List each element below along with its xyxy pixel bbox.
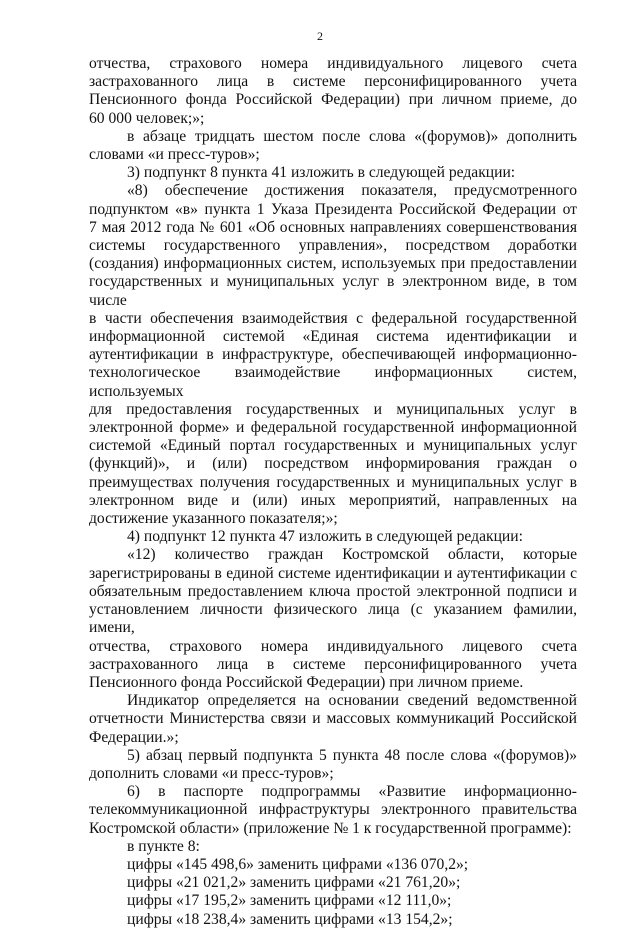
text-line: электронной форме» и федеральной государственной информационной [89, 419, 577, 437]
text-line: отчества, страхового номера индивидуального лицевого счета [89, 637, 577, 655]
text-line: Пенсионного фонда Российской Федерации) при личном приеме. [89, 673, 524, 691]
paragraph-continuation [89, 55, 577, 128]
text-line: электронном виде и (или) иных мероприятий, направленных на [89, 491, 577, 509]
text-line: дополнить словами «и пресс-туров»; [89, 764, 334, 782]
paragraph-item-5 [89, 747, 577, 783]
document-body [89, 55, 577, 929]
text-line: словами «и пресс-туров»; [89, 146, 260, 164]
paragraph-subitem-8 [89, 182, 577, 528]
text-line: системы государственного управления», посредством доработки [89, 237, 577, 255]
text-line: технологическое взаимодействие информационных систем, используемых [89, 364, 577, 400]
page-number: 2 [317, 29, 323, 43]
text-line: достижение указанного показателя;»; [89, 510, 338, 528]
paragraph-item-3 [89, 164, 577, 182]
text-line: «12) количество граждан Костромской области, которые [127, 546, 577, 564]
text-line: отчетности Министерства связи и массовых коммуникаций Российской [89, 710, 577, 728]
text-line: 5) абзац первый подпункта 5 пункта 48 после слова «(форумов)» [127, 746, 577, 764]
text-line: Костромской области» (приложение № 1 к государственной программе): [89, 819, 572, 837]
text-line: для предоставления государственных и муниципальных услуг в [89, 400, 577, 418]
text-line: 4) подпункт 12 пункта 47 изложить в следующей редакции: [127, 528, 523, 546]
text-line: застрахованного лица в системе персонифицированного учета [89, 655, 577, 673]
list-item: в пункте 8: [127, 837, 200, 855]
text-line: 7 мая 2012 года № 601 «Об основных направлениях совершенствования [89, 218, 577, 236]
text-line: информационной системой «Единая система идентификации и [89, 328, 577, 346]
paragraph-item-4 [89, 528, 577, 546]
text-line: аутентификации в инфраструктуре, обеспечивающей информационно- [89, 346, 577, 364]
text-line: отчества, страхового номера индивидуального лицевого счета [89, 55, 577, 72]
text-line: установлением личности физического лица (с указанием фамилии, имени, [89, 601, 577, 637]
text-line: 6) в паспорте подпрограммы «Развитие информационно- [127, 783, 577, 801]
text-line: «8) обеспечение достижения показателя, предусмотренного [127, 182, 577, 200]
text-line: зарегистрированы в единой системе идентификации и аутентификации с [89, 564, 577, 582]
text-line: подпунктом «в» пункта 1 Указа Президента Российской Федерации от [89, 200, 577, 218]
list-item: цифры «21 021,2» заменить цифрами «21 761,20»; [127, 874, 461, 892]
text-line: застрахованного лица в системе персонифицированного учета [89, 73, 577, 91]
text-line: 60 000 человек;»; [89, 109, 205, 127]
paragraph-indicator [89, 692, 577, 747]
paragraph-subitem-12 [89, 546, 577, 692]
text-line: обязательным предоставлением ключа простой электронной подписи и [89, 582, 577, 600]
text-line: государственных и муниципальных услуг в электронном виде, в том числе [89, 273, 577, 309]
text-line: 3) подпункт 8 пункта 41 изложить в следующей редакции: [127, 164, 516, 182]
text-line: системой «Единый портал государственных и муниципальных услуг [89, 437, 577, 455]
text-line: в части обеспечения взаимодействия с федеральной государственной [89, 309, 577, 327]
text-line: Индикатор определяется на основании сведений ведомственной [127, 692, 577, 710]
text-line: Пенсионного фонда Российской Федерации) при личном приеме, до [89, 91, 577, 109]
text-line: преимуществах получения государственных и муниципальных услуг в [89, 473, 577, 491]
text-line: Федерации.»; [89, 728, 179, 746]
paragraph-item-6 [89, 783, 577, 838]
text-line: телекоммуникационной инфраструктуры электронного правительства [89, 801, 577, 819]
text-line: (создания) информационных систем, используемых при предоставлении [89, 255, 577, 273]
list-item: цифры «18 238,4» заменить цифрами «13 154,2»; [127, 910, 453, 928]
text-line: в абзаце тридцать шестом после слова «(форумов)» дополнить [127, 127, 577, 145]
text-line: (функций)», и (или) посредством информирования граждан о [89, 455, 577, 473]
paragraph-amendment-36 [89, 128, 577, 164]
list-item: цифры «145 498,6» заменить цифрами «136 070,2»; [127, 855, 469, 873]
list-item: цифры «17 195,2» заменить цифрами «12 111,0»; [127, 892, 452, 910]
